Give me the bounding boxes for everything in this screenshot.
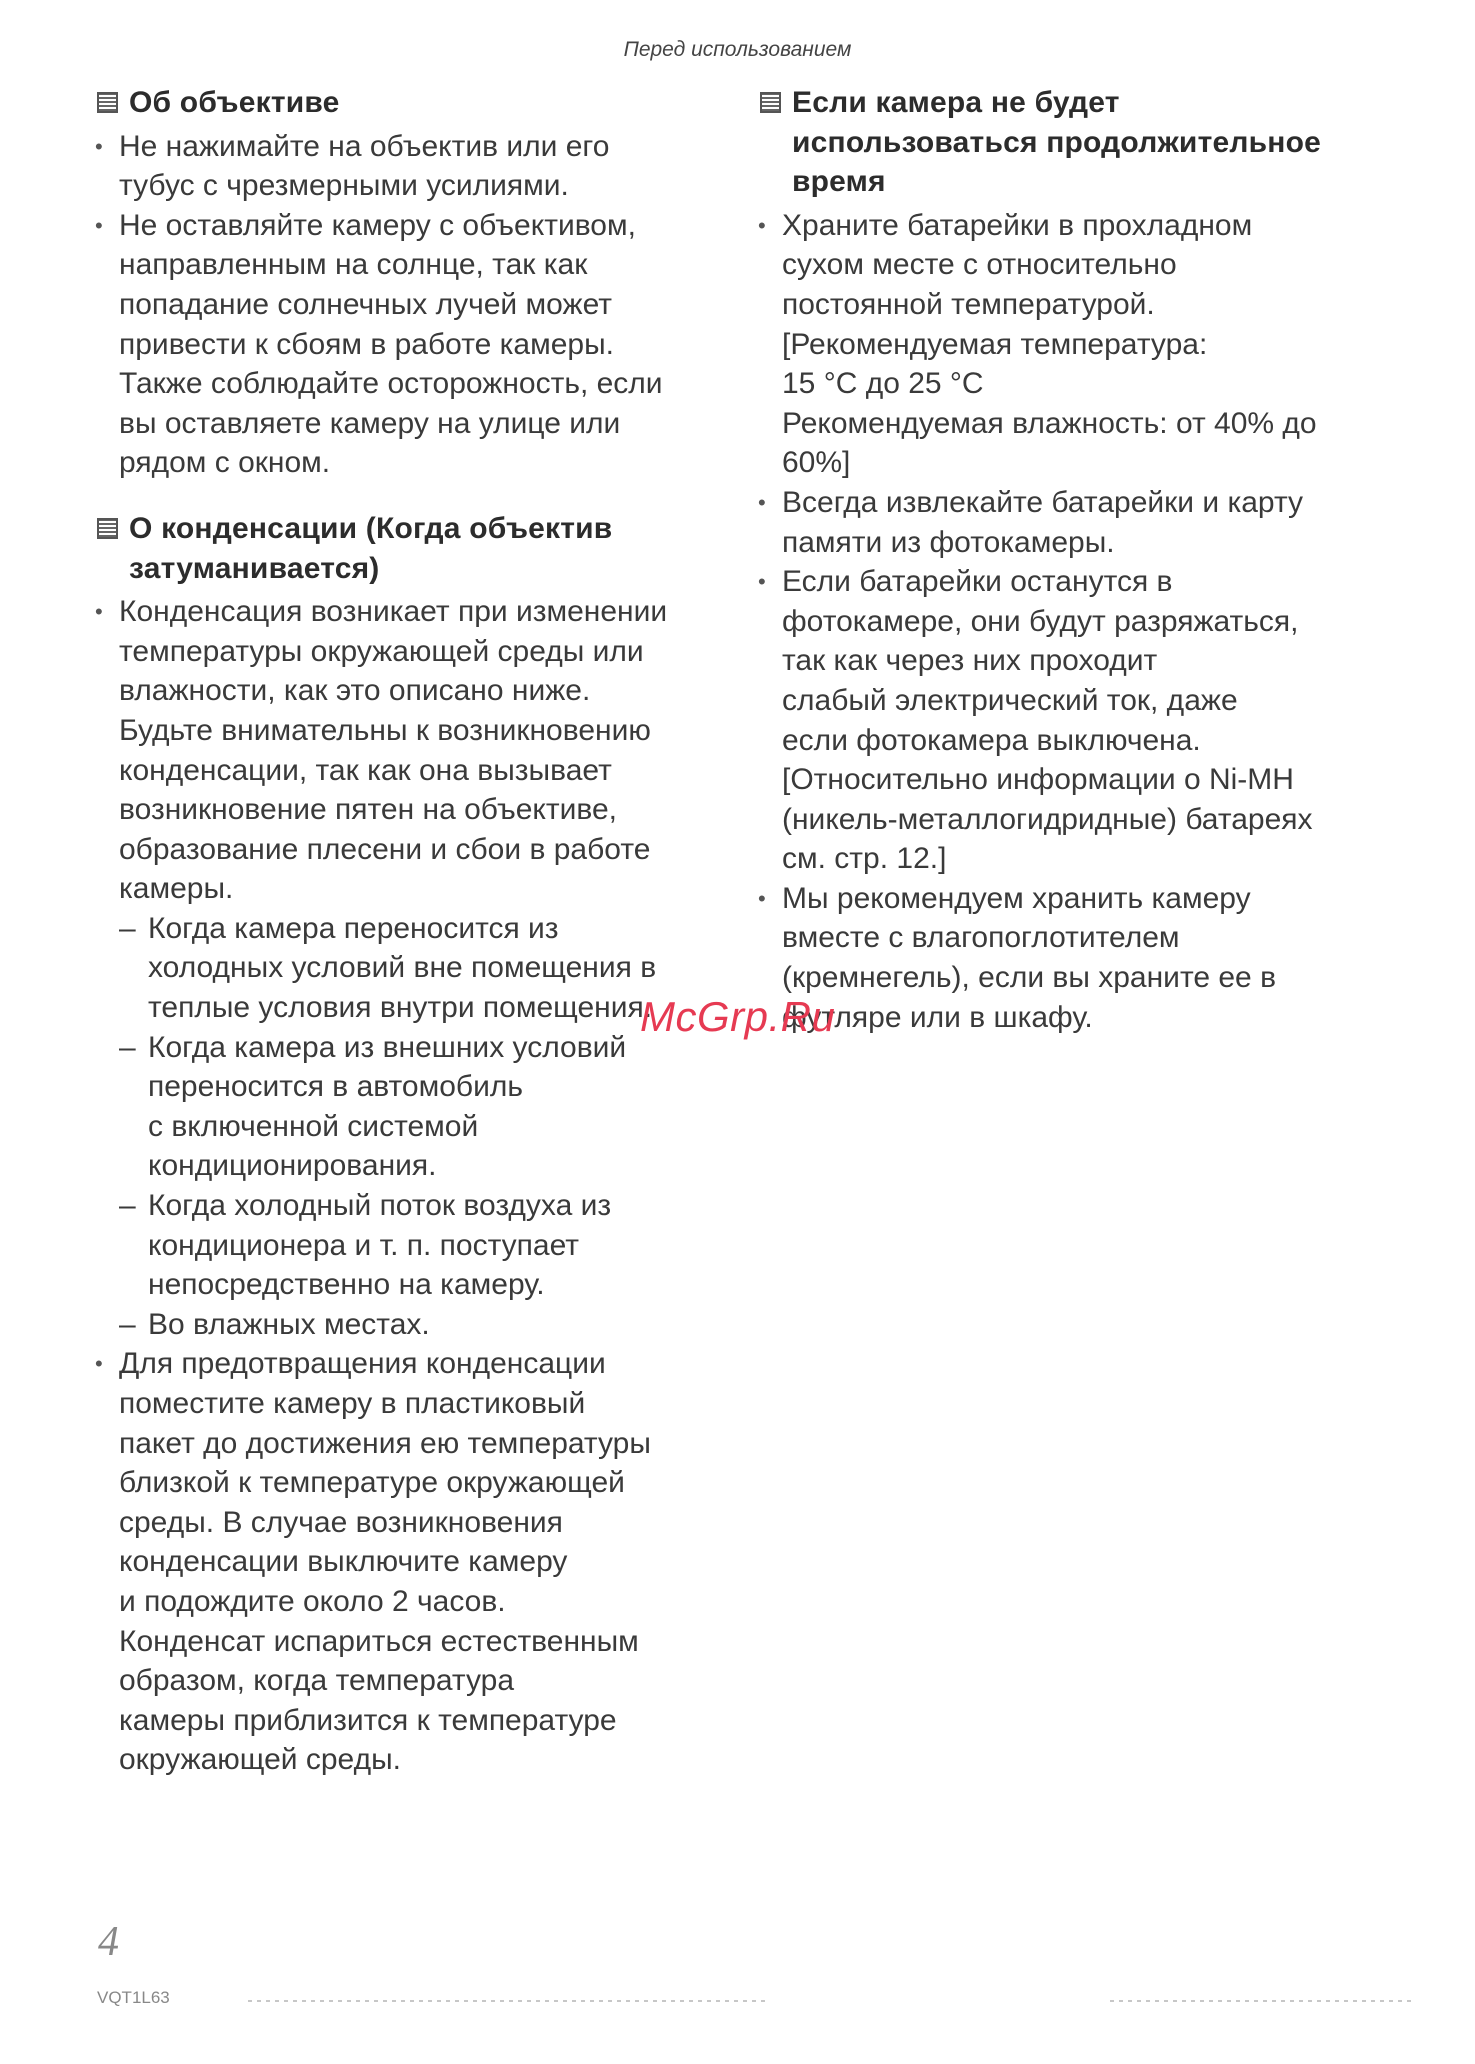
list-item: • Для предотвращения конденсации поместите камеру в пластиковый пакет до достижения ею температуры близкой к температуре окружающей среды. В случае возникновения конденсации выключите камеру и подождите около 2 часов. Конденсат испариться естественным образом, когда температура камеры приблизится к температуре окружающей среды. [95, 1344, 715, 1780]
list-item: • Конденсация возникает при изменении температуры окружающей среды или влажности, как это описано ниже. Будьте внимательны к возникновению конденсации, так как она вызывает возникновение пятен на объективе, образование плесени и сбои в работе камеры. [95, 592, 715, 909]
sub-list-item: – Во влажных местах. [95, 1305, 715, 1345]
list-item: • Если батарейки останутся в фотокамере, они будут разряжаться, так как через них проходит слабый электрический ток, даже если фотокамера выключена. [Относительно информации о Ni-MH (никель-металлогидридные) батареях см. стр. 12.] [758, 562, 1358, 879]
section-title-lens: Об объективе [95, 83, 715, 123]
list-item: • Не нажимайте на объектив или его тубус с чрезмерными усилиями. [95, 127, 715, 206]
watermark: McGrp.Ru [640, 993, 836, 1040]
list-item: • Храните батарейки в прохладном сухом месте с относительно постоянной температурой. [Рекомендуемая температура: 15 °C до 25 °C Рекомендуемая влажность: от 40% до 60%] [758, 206, 1358, 483]
list-item: • Всегда извлекайте батарейки и карту памяти из фотокамеры. [758, 483, 1358, 562]
list-item: • Мы рекомендуем хранить камеру вместе с влагопоглотителем (кремнегель), если вы храните ее в футляре или в шкафу. [758, 879, 1358, 1037]
page-header: Перед использованием [623, 38, 852, 61]
sub-list-item: – Когда холодный поток воздуха из кондиционера и т. п. поступает непосредственно на камеру. [95, 1186, 715, 1305]
footer-dotted-line [1110, 2000, 1415, 2002]
document-code: VQT1L63 [97, 1988, 170, 2007]
section-marker-icon [97, 92, 118, 113]
list-item: • Не оставляйте камеру с объективом, направленным на солнце, так как попадание солнечных лучей может привести к сбоям в работе камеры. Также соблюдайте осторожность, если вы оставляете камеру на улице или рядом с окном. [95, 206, 715, 483]
right-column [758, 83, 1358, 1037]
sub-list-item: – Когда камера переносится из холодных условий вне помещения в теплые условия внутри помещения. [95, 909, 715, 1028]
left-column [95, 83, 715, 1780]
page-number: 4 [98, 1919, 119, 1965]
footer-dotted-line [248, 2000, 768, 2002]
section-title-storage: Если камера не будет использоваться продолжительное время [758, 83, 1358, 202]
sub-list-item: – Когда камера из внешних условий переносится в автомобиль с включенной системой кондиционирования. [95, 1028, 715, 1186]
section-marker-icon [760, 92, 781, 113]
section-title-condensation: О конденсации (Когда объектив затуманивается) [95, 509, 715, 588]
section-marker-icon [97, 518, 118, 539]
